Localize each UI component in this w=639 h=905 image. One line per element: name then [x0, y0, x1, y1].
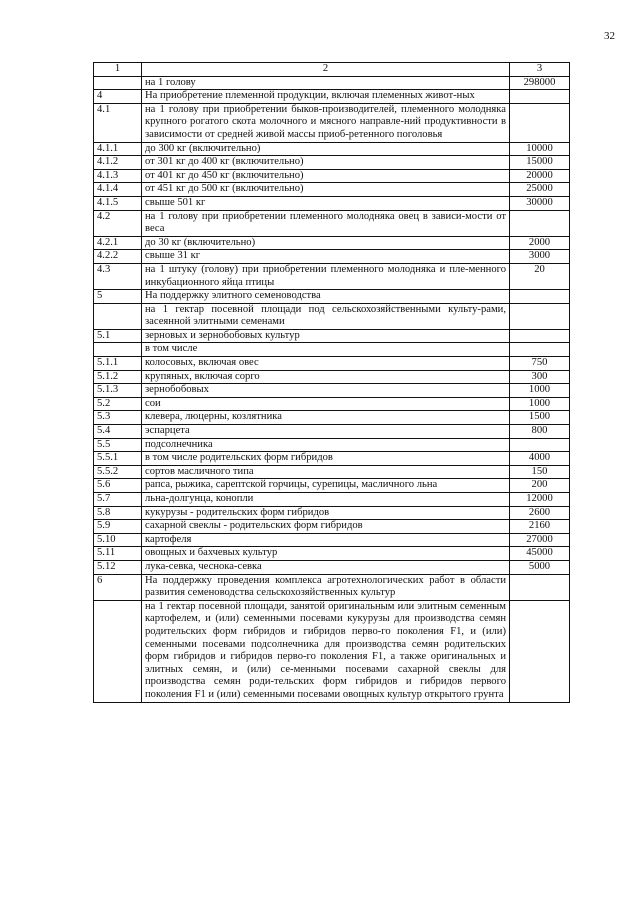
row-number-cell: 5.9 — [94, 520, 142, 534]
row-number-cell — [94, 600, 142, 702]
row-description-cell: до 300 кг (включительно) — [142, 142, 510, 156]
row-description-cell: от 401 кг до 450 кг (включительно) — [142, 169, 510, 183]
table-row — [94, 357, 570, 371]
row-value-cell — [510, 329, 570, 343]
row-number-cell — [94, 76, 142, 90]
row-number-cell: 5.5 — [94, 438, 142, 452]
header-cell-2: 2 — [142, 63, 510, 77]
row-number-cell: 5.10 — [94, 533, 142, 547]
row-description-cell: клевера, люцерны, козлятника — [142, 411, 510, 425]
row-description-cell: льна-долгунца, конопли — [142, 493, 510, 507]
row-number-cell — [94, 303, 142, 329]
table-row — [94, 103, 570, 142]
row-value-cell: 2600 — [510, 506, 570, 520]
row-number-cell: 4.3 — [94, 263, 142, 289]
table-row — [94, 290, 570, 304]
row-number-cell: 4.1.4 — [94, 183, 142, 197]
row-value-cell: 150 — [510, 465, 570, 479]
row-description-cell: подсолнечника — [142, 438, 510, 452]
row-description-cell: сои — [142, 397, 510, 411]
table-row — [94, 600, 570, 702]
row-number-cell: 4 — [94, 90, 142, 104]
row-number-cell: 5.5.2 — [94, 465, 142, 479]
row-description-cell: На поддержку проведения комплекса агротехнологических работ в области развития семеноводства сельскохозяйственных культур — [142, 574, 510, 600]
row-number-cell: 5.1.2 — [94, 370, 142, 384]
row-value-cell: 800 — [510, 425, 570, 439]
row-number-cell: 4.1 — [94, 103, 142, 142]
row-description-cell: крупяных, включая сорго — [142, 370, 510, 384]
header-row — [94, 63, 570, 77]
row-value-cell: 15000 — [510, 156, 570, 170]
table-row — [94, 329, 570, 343]
row-value-cell — [510, 343, 570, 357]
header-cell-3: 3 — [510, 63, 570, 77]
table-row — [94, 210, 570, 236]
table-row — [94, 479, 570, 493]
table-row — [94, 142, 570, 156]
table-row — [94, 533, 570, 547]
row-number-cell: 5.7 — [94, 493, 142, 507]
table-row — [94, 183, 570, 197]
row-number-cell: 5.5.1 — [94, 452, 142, 466]
table-row — [94, 452, 570, 466]
row-value-cell: 20000 — [510, 169, 570, 183]
row-description-cell: кукурузы - родительских форм гибридов — [142, 506, 510, 520]
row-value-cell: 300 — [510, 370, 570, 384]
row-number-cell: 5.6 — [94, 479, 142, 493]
table-row — [94, 560, 570, 574]
row-value-cell: 27000 — [510, 533, 570, 547]
table-row — [94, 196, 570, 210]
table-row — [94, 520, 570, 534]
row-description-cell: на 1 голову при приобретении быков-производителей, племенного молодняка крупного рогатого скота молочного и мясного направле-ний продуктивности в зависимости от средней живой массы приоб-ретенного поголовья — [142, 103, 510, 142]
row-description-cell: На поддержку элитного семеноводства — [142, 290, 510, 304]
row-description-cell: рапса, рыжика, сарептской горчицы, сурепицы, масличного льна — [142, 479, 510, 493]
row-description-cell: свыше 501 кг — [142, 196, 510, 210]
row-number-cell: 5.3 — [94, 411, 142, 425]
row-number-cell: 5.12 — [94, 560, 142, 574]
row-number-cell: 4.2.1 — [94, 236, 142, 250]
row-number-cell: 5.4 — [94, 425, 142, 439]
table-row — [94, 384, 570, 398]
row-description-cell: до 30 кг (включительно) — [142, 236, 510, 250]
table-row — [94, 250, 570, 264]
row-value-cell — [510, 574, 570, 600]
table-row — [94, 506, 570, 520]
table-row — [94, 236, 570, 250]
row-description-cell: зерновых и зернобобовых культур — [142, 329, 510, 343]
row-description-cell: на 1 гектар посевной площади под сельскохозяйственными культу-рами, засеянной элитными семенами — [142, 303, 510, 329]
row-description-cell: от 301 кг до 400 кг (включительно) — [142, 156, 510, 170]
row-value-cell: 45000 — [510, 547, 570, 561]
table-row — [94, 76, 570, 90]
row-value-cell: 2160 — [510, 520, 570, 534]
table-row — [94, 574, 570, 600]
row-value-cell: 298000 — [510, 76, 570, 90]
row-value-cell — [510, 290, 570, 304]
table-row — [94, 90, 570, 104]
row-description-cell: свыше 31 кг — [142, 250, 510, 264]
row-value-cell: 750 — [510, 357, 570, 371]
row-number-cell: 4.2.2 — [94, 250, 142, 264]
row-number-cell: 5 — [94, 290, 142, 304]
table-row — [94, 370, 570, 384]
row-description-cell: На приобретение племенной продукции, включая племенных живот-ных — [142, 90, 510, 104]
header-cell-1: 1 — [94, 63, 142, 77]
row-number-cell: 4.1.1 — [94, 142, 142, 156]
row-description-cell: в том числе родительских форм гибридов — [142, 452, 510, 466]
table-row — [94, 343, 570, 357]
row-number-cell — [94, 343, 142, 357]
row-value-cell — [510, 103, 570, 142]
row-number-cell: 5.2 — [94, 397, 142, 411]
row-description-cell: на 1 голову при приобретении племенного молодняка овец в зависи-мости от веса — [142, 210, 510, 236]
row-value-cell: 1500 — [510, 411, 570, 425]
row-number-cell: 4.1.2 — [94, 156, 142, 170]
row-value-cell — [510, 210, 570, 236]
table-row — [94, 263, 570, 289]
row-value-cell: 10000 — [510, 142, 570, 156]
row-value-cell — [510, 438, 570, 452]
row-value-cell: 12000 — [510, 493, 570, 507]
table-row — [94, 397, 570, 411]
row-description-cell: лука-севка, чеснока-севка — [142, 560, 510, 574]
row-description-cell: сахарной свеклы - родительских форм гибридов — [142, 520, 510, 534]
row-value-cell — [510, 90, 570, 104]
table-row — [94, 303, 570, 329]
row-description-cell: на 1 штуку (голову) при приобретении племенного молодняка и пле-менного инкубационного яйца птицы — [142, 263, 510, 289]
row-value-cell: 25000 — [510, 183, 570, 197]
row-value-cell: 4000 — [510, 452, 570, 466]
row-number-cell: 5.11 — [94, 547, 142, 561]
row-value-cell: 200 — [510, 479, 570, 493]
row-value-cell: 3000 — [510, 250, 570, 264]
table-row — [94, 493, 570, 507]
row-number-cell: 4.1.5 — [94, 196, 142, 210]
row-description-cell: от 451 кг до 500 кг (включительно) — [142, 183, 510, 197]
row-value-cell: 2000 — [510, 236, 570, 250]
row-number-cell: 5.1.3 — [94, 384, 142, 398]
row-description-cell: колосовых, включая овес — [142, 357, 510, 371]
row-description-cell: на 1 гектар посевной площади, занятой оригинальным или элитным семенным картофелем, и (или) семенными посевами кукурузы для производства семян родительских форм гибридов и гибридов перво-го поколения F1, и (или) семенными посевами подсолнечника для производства семян родительских форм гибридов и гибридов перво-го поколения F1, а также оригинальных и элитных семян, и (или) се-менными посевами сахарной свеклы для производства семян роди-тельских форм гибридов и гибридов первого поколения F1 и (или) семенными посевами овощных культур открытого грунта — [142, 600, 510, 702]
table-row — [94, 425, 570, 439]
table-row — [94, 169, 570, 183]
row-value-cell — [510, 303, 570, 329]
row-value-cell: 1000 — [510, 384, 570, 398]
row-number-cell: 4.2 — [94, 210, 142, 236]
row-number-cell: 5.1 — [94, 329, 142, 343]
row-description-cell: эспарцета — [142, 425, 510, 439]
table-row — [94, 156, 570, 170]
table-row — [94, 411, 570, 425]
row-description-cell: картофеля — [142, 533, 510, 547]
row-value-cell: 5000 — [510, 560, 570, 574]
table-row — [94, 438, 570, 452]
table-row — [94, 547, 570, 561]
row-value-cell: 20 — [510, 263, 570, 289]
row-description-cell: зернобобовых — [142, 384, 510, 398]
table-row — [94, 465, 570, 479]
row-value-cell: 30000 — [510, 196, 570, 210]
row-number-cell: 5.1.1 — [94, 357, 142, 371]
subsidy-rates-table — [93, 62, 570, 703]
row-description-cell: овощных и бахчевых культур — [142, 547, 510, 561]
row-number-cell: 4.1.3 — [94, 169, 142, 183]
row-value-cell: 1000 — [510, 397, 570, 411]
row-number-cell: 5.8 — [94, 506, 142, 520]
row-number-cell: 6 — [94, 574, 142, 600]
row-description-cell: в том числе — [142, 343, 510, 357]
row-description-cell: на 1 голову — [142, 76, 510, 90]
row-description-cell: сортов масличного типа — [142, 465, 510, 479]
page-number: 32 — [604, 30, 615, 42]
row-value-cell — [510, 600, 570, 702]
